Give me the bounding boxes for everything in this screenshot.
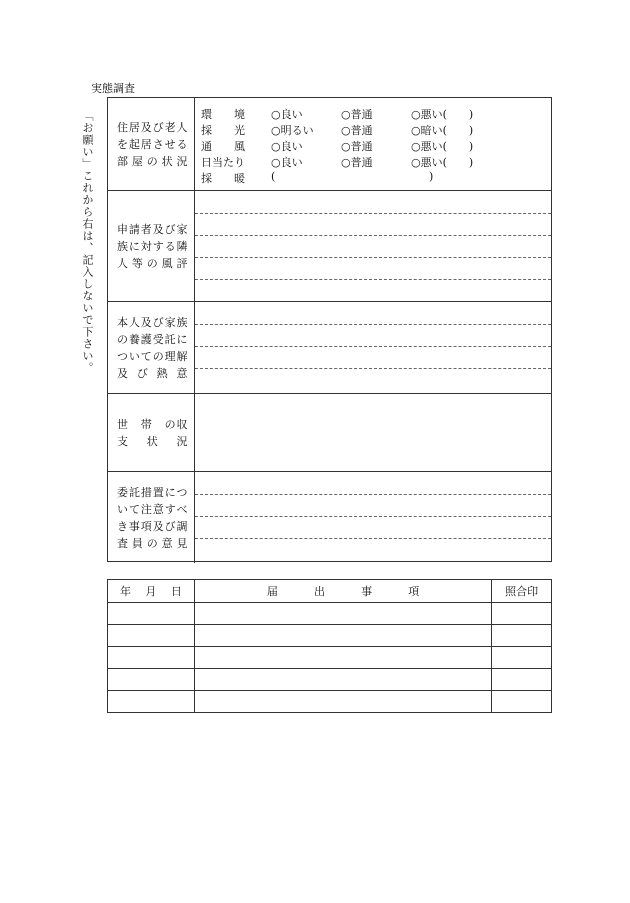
dashed-line [195, 368, 551, 369]
seal-cell[interactable] [492, 691, 552, 713]
history-header-row [108, 580, 552, 603]
date-cell[interactable] [108, 625, 195, 647]
date-cell[interactable] [108, 691, 195, 713]
dashed-line [195, 213, 551, 214]
dashed-line [195, 494, 551, 495]
dashed-line [195, 279, 551, 280]
date-cell[interactable] [108, 669, 195, 691]
section-household [108, 393, 551, 472]
section-reputation [108, 190, 551, 302]
history-table [107, 579, 552, 713]
seal-cell[interactable] [492, 603, 552, 625]
section-understanding [108, 301, 551, 394]
section-living [108, 98, 551, 190]
label-household: 世 帯 の収支状況 [108, 394, 195, 472]
date-header: 年 月 日 [108, 580, 195, 603]
date-cell[interactable] [108, 647, 195, 669]
side-note: 「お願い」これから右は、記入しないで下さい。 [81, 110, 94, 374]
label-living: 住居及び老人を起居させる部屋の状況 [108, 98, 195, 190]
item-cell[interactable] [194, 669, 491, 691]
page-title: 実態調査 [91, 82, 135, 95]
item-cell[interactable] [194, 691, 491, 713]
label-notes: 委託措置について注意すべき事項及び調査員の意見 [108, 472, 195, 563]
dashed-line [195, 516, 551, 517]
seal-header: 照合印 [492, 580, 552, 603]
dashed-line [195, 257, 551, 258]
item-cell[interactable] [194, 647, 491, 669]
section-notes [108, 471, 551, 563]
label-reputation: 申請者及び家族に対する隣人等の風評 [108, 191, 195, 302]
item-cell[interactable] [194, 625, 491, 647]
dashed-line [195, 538, 551, 539]
seal-cell[interactable] [492, 625, 552, 647]
table-row [108, 603, 552, 625]
dashed-line [195, 346, 551, 347]
table-row [108, 647, 552, 669]
seal-cell[interactable] [492, 669, 552, 691]
date-cell[interactable] [108, 603, 195, 625]
dashed-line [195, 235, 551, 236]
seal-cell[interactable] [492, 647, 552, 669]
dashed-line [195, 324, 551, 325]
item-cell[interactable] [194, 603, 491, 625]
table-row [108, 669, 552, 691]
item-header: 届 出 事 項 [194, 580, 491, 603]
label-understanding: 本人及び家族の養護受託についての理解及び熱意 [108, 302, 195, 394]
table-row [108, 625, 552, 647]
survey-box [107, 97, 552, 562]
table-row [108, 691, 552, 713]
